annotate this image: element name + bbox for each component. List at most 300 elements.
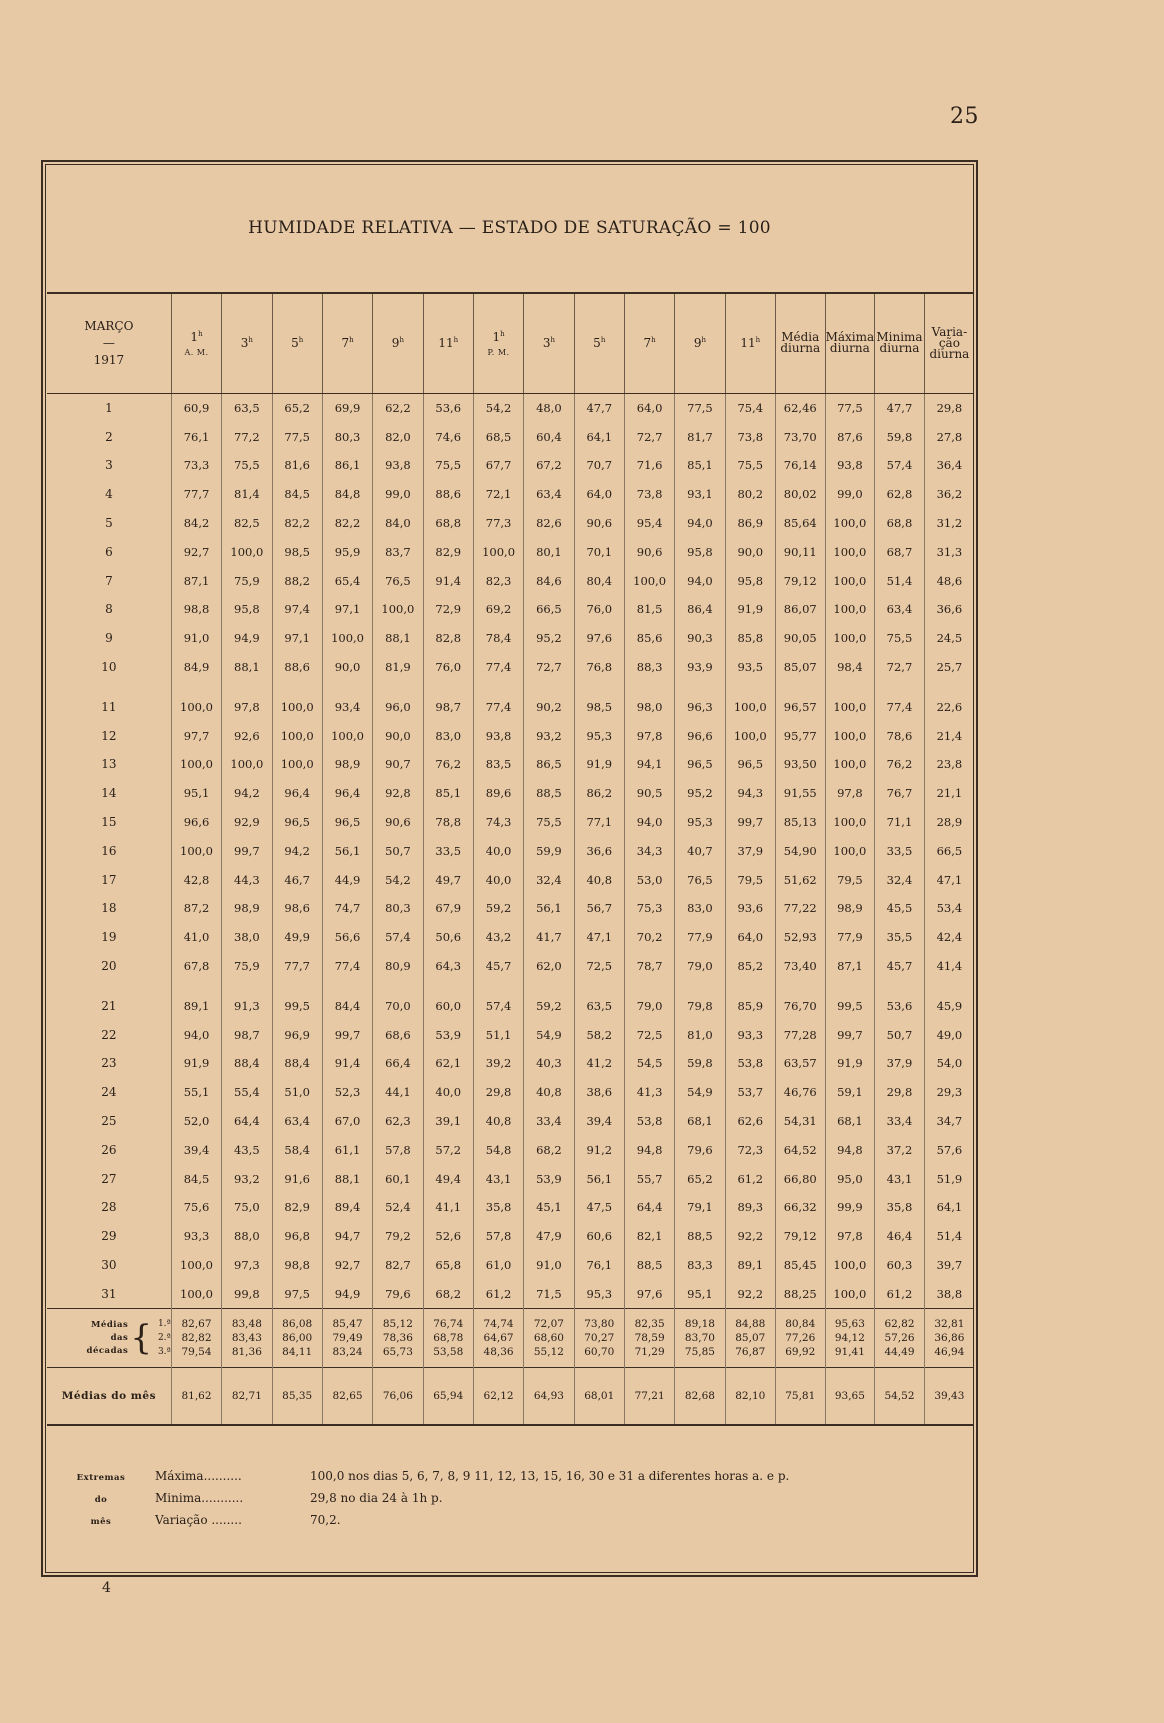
month-mean-cell: 85,35: [272, 1368, 322, 1426]
day-cell: 17: [101, 872, 117, 887]
hour-header: 1$^h$ A. M.: [171, 293, 221, 393]
value-cell: 91,9: [825, 1049, 875, 1078]
day-cell: 22: [101, 1027, 117, 1042]
value-cell: 77,4: [473, 653, 523, 682]
value-cell: 61,0: [473, 1251, 523, 1280]
value-cell: 31,2: [924, 509, 974, 538]
value-cell: 79,12: [775, 1222, 825, 1251]
value-cell: 56,1: [524, 894, 574, 923]
value-cell: 100,0: [825, 721, 875, 750]
value-cell: 90,05: [775, 624, 825, 653]
value-cell: 27,8: [924, 422, 974, 451]
value-cell: 80,3: [322, 422, 372, 451]
value-cell: 38,6: [574, 1078, 624, 1107]
value-cell: 40,7: [675, 836, 725, 865]
extreme-min-value: 29,8 no dia 24 à 1h p.: [310, 1491, 443, 1505]
month-means-row: [47, 1368, 974, 1426]
gap-cell: [47, 980, 171, 991]
value-cell: 72,9: [423, 595, 473, 624]
value-cell: 82,9: [423, 537, 473, 566]
value-cell: 86,4: [675, 595, 725, 624]
value-cell: 76,5: [675, 865, 725, 894]
value-cell: 95,3: [574, 1279, 624, 1308]
value-cell: 92,2: [725, 1279, 775, 1308]
value-cell: 100,0: [171, 1279, 221, 1308]
gap-cell: [524, 681, 574, 692]
value-cell: 63,5: [222, 393, 272, 422]
value-cell: 50,7: [373, 836, 423, 865]
value-cell: 88,2: [272, 566, 322, 595]
am-label: A. M.: [184, 347, 209, 357]
value-cell: 94,0: [624, 808, 674, 837]
value-cell: 82,0: [373, 422, 423, 451]
value-cell: 29,8: [473, 1078, 523, 1107]
value-cell: 96,4: [322, 779, 372, 808]
value-cell: 52,6: [423, 1222, 473, 1251]
value-cell: 79,0: [624, 991, 674, 1020]
value-cell: 56,1: [574, 1164, 624, 1193]
table-row: [47, 894, 974, 923]
value-cell: 38,0: [222, 923, 272, 952]
value-cell: 77,9: [825, 923, 875, 952]
value-cell: 88,5: [675, 1222, 725, 1251]
gap-cell: [825, 681, 875, 692]
table-row: [47, 1193, 974, 1222]
value-cell: 41,2: [574, 1049, 624, 1078]
table-row: [47, 779, 974, 808]
value-cell: 42,8: [171, 865, 221, 894]
gap-cell: [171, 980, 221, 991]
value-cell: 90,6: [624, 537, 674, 566]
value-cell: 53,0: [624, 865, 674, 894]
value-cell: 95,2: [524, 624, 574, 653]
value-cell: 90,6: [574, 509, 624, 538]
value-cell: 58,2: [574, 1020, 624, 1049]
day-cell: 28: [101, 1200, 117, 1215]
decade-gap-row: [47, 681, 974, 692]
value-cell: 78,8: [423, 808, 473, 837]
value-cell: 79,12: [775, 566, 825, 595]
value-cell: 68,2: [423, 1279, 473, 1308]
value-cell: 63,5: [574, 991, 624, 1020]
value-cell: 84,4: [322, 991, 372, 1020]
table-row: [47, 1049, 974, 1078]
month-mean-cell: 82,68: [675, 1368, 725, 1426]
table-body: [47, 393, 974, 1425]
value-cell: 65,4: [322, 566, 372, 595]
value-cell: 99,5: [825, 991, 875, 1020]
value-cell: 69,2: [473, 595, 523, 624]
value-cell: 96,6: [171, 808, 221, 837]
value-cell: 79,8: [675, 991, 725, 1020]
value-cell: 98,9: [825, 894, 875, 923]
extreme-max-value: 100,0 nos dias 5, 6, 7, 8, 9 11, 12, 13, 15, 16, 30 e 31 a diferentes horas a. e p.: [310, 1469, 790, 1483]
value-cell: 40,8: [473, 1107, 523, 1136]
value-cell: 84,0: [373, 509, 423, 538]
decade-mean-cell: 85,12 78,36 65,73: [373, 1309, 423, 1368]
value-cell: 81,7: [675, 422, 725, 451]
decade-mean-cell: 82,67 82,82 79,54: [171, 1309, 221, 1368]
header-row: [47, 293, 974, 393]
value-cell: 40,0: [423, 1078, 473, 1107]
value-cell: 76,7: [875, 779, 925, 808]
value-cell: 46,7: [272, 865, 322, 894]
value-cell: 68,6: [373, 1020, 423, 1049]
value-cell: 60,3: [875, 1251, 925, 1280]
table-row: [47, 1107, 974, 1136]
day-cell: 25: [101, 1114, 117, 1129]
decade-mean-cell: 72,07 68,60 55,12: [524, 1309, 574, 1368]
value-cell: 68,8: [423, 509, 473, 538]
value-cell: 100,0: [825, 595, 875, 624]
value-cell: 29,8: [875, 1078, 925, 1107]
gap-cell: [574, 681, 624, 692]
hour-header: 11$^h$: [423, 293, 473, 393]
value-cell: 49,9: [272, 923, 322, 952]
value-cell: 39,4: [171, 1135, 221, 1164]
value-cell: 63,4: [875, 595, 925, 624]
hour-header: 9$^h$: [675, 293, 725, 393]
table-row: [47, 865, 974, 894]
value-cell: 87,1: [825, 952, 875, 981]
value-cell: 47,5: [574, 1193, 624, 1222]
value-cell: 82,9: [272, 1193, 322, 1222]
value-cell: 60,9: [171, 393, 221, 422]
value-cell: 54,5: [624, 1049, 674, 1078]
decade-mean-cell: 73,80 70,27 60,70: [574, 1309, 624, 1368]
value-cell: 65,8: [423, 1251, 473, 1280]
day-cell: 19: [101, 930, 117, 945]
value-cell: 95,0: [825, 1164, 875, 1193]
value-cell: 98,0: [624, 692, 674, 721]
day-cell: 9: [105, 631, 113, 646]
value-cell: 46,76: [775, 1078, 825, 1107]
gap-cell: [373, 681, 423, 692]
value-cell: 60,4: [524, 422, 574, 451]
value-cell: 90,11: [775, 537, 825, 566]
value-cell: 49,7: [423, 865, 473, 894]
value-cell: 77,4: [322, 952, 372, 981]
value-cell: 52,93: [775, 923, 825, 952]
hour-header: 5$^h$: [272, 293, 322, 393]
value-cell: 88,3: [624, 653, 674, 682]
value-cell: 85,2: [725, 952, 775, 981]
day-cell: 12: [101, 728, 117, 743]
gap-cell: [675, 681, 725, 692]
value-cell: 50,6: [423, 923, 473, 952]
value-cell: 57,8: [373, 1135, 423, 1164]
gap-cell: [924, 681, 974, 692]
value-cell: 33,4: [524, 1107, 574, 1136]
day-cell: 16: [101, 843, 117, 858]
value-cell: 66,4: [373, 1049, 423, 1078]
value-cell: 64,1: [924, 1193, 974, 1222]
value-cell: 98,5: [272, 537, 322, 566]
value-cell: 79,1: [675, 1193, 725, 1222]
value-cell: 99,0: [825, 480, 875, 509]
value-cell: 77,28: [775, 1020, 825, 1049]
value-cell: 80,4: [574, 566, 624, 595]
value-cell: 39,2: [473, 1049, 523, 1078]
table-row: [47, 480, 974, 509]
value-cell: 97,5: [272, 1279, 322, 1308]
value-cell: 98,7: [222, 1020, 272, 1049]
value-cell: 91,4: [322, 1049, 372, 1078]
value-cell: 99,9: [825, 1193, 875, 1222]
hour-header: 7$^h$: [624, 293, 674, 393]
value-cell: 95,77: [775, 721, 825, 750]
value-cell: 34,3: [624, 836, 674, 865]
value-cell: 76,5: [373, 566, 423, 595]
value-cell: 57,4: [473, 991, 523, 1020]
value-cell: 35,5: [875, 923, 925, 952]
value-cell: 95,1: [171, 779, 221, 808]
day-cell: 24: [101, 1085, 117, 1100]
value-cell: 42,4: [924, 923, 974, 952]
value-cell: 96,3: [675, 692, 725, 721]
value-cell: 48,0: [524, 393, 574, 422]
value-cell: 41,1: [423, 1193, 473, 1222]
value-cell: 55,7: [624, 1164, 674, 1193]
value-cell: 51,1: [473, 1020, 523, 1049]
value-cell: 100,0: [171, 836, 221, 865]
month-mean-cell: 82,65: [322, 1368, 372, 1426]
value-cell: 76,2: [423, 750, 473, 779]
value-cell: 57,8: [473, 1222, 523, 1251]
value-cell: 92,7: [322, 1251, 372, 1280]
value-cell: 99,0: [373, 480, 423, 509]
gap-cell: [272, 980, 322, 991]
value-cell: 89,3: [725, 1193, 775, 1222]
value-cell: 75,5: [524, 808, 574, 837]
value-cell: 45,7: [473, 952, 523, 981]
decade-mean-cell: 82,35 78,59 71,29: [624, 1309, 674, 1368]
value-cell: 23,8: [924, 750, 974, 779]
day-cell: 15: [101, 815, 117, 830]
table-row: [47, 991, 974, 1020]
gap-cell: [322, 980, 372, 991]
value-cell: 96,5: [272, 808, 322, 837]
table-row: [47, 836, 974, 865]
day-cell: 3: [105, 458, 113, 473]
table-row: [47, 1222, 974, 1251]
value-cell: 88,6: [423, 480, 473, 509]
extreme-max-label: Máxima..........: [155, 1469, 242, 1483]
value-cell: 84,9: [171, 653, 221, 682]
value-cell: 82,8: [423, 624, 473, 653]
value-cell: 98,5: [574, 692, 624, 721]
value-cell: 100,0: [825, 509, 875, 538]
value-cell: 48,6: [924, 566, 974, 595]
value-cell: 82,2: [272, 509, 322, 538]
value-cell: 53,9: [524, 1164, 574, 1193]
value-cell: 75,9: [222, 952, 272, 981]
day-cell: 31: [101, 1286, 117, 1301]
table-row: [47, 750, 974, 779]
table-row: [47, 595, 974, 624]
value-cell: 93,8: [825, 451, 875, 480]
value-cell: 78,4: [473, 624, 523, 653]
value-cell: 75,5: [423, 451, 473, 480]
value-cell: 53,7: [725, 1078, 775, 1107]
day-cell: 26: [101, 1142, 117, 1157]
value-cell: 68,8: [875, 509, 925, 538]
value-cell: 76,14: [775, 451, 825, 480]
value-cell: 91,6: [272, 1164, 322, 1193]
value-cell: 45,7: [875, 952, 925, 981]
value-cell: 95,1: [675, 1279, 725, 1308]
value-cell: 72,5: [574, 952, 624, 981]
value-cell: 29,3: [924, 1078, 974, 1107]
value-cell: 85,1: [675, 451, 725, 480]
day-cell: 20: [101, 959, 117, 974]
value-cell: 95,9: [322, 537, 372, 566]
value-cell: 87,6: [825, 422, 875, 451]
value-cell: 86,9: [725, 509, 775, 538]
extreme-var-label: Variação ........: [155, 1513, 242, 1527]
value-cell: 91,4: [423, 566, 473, 595]
gap-cell: [675, 980, 725, 991]
footer-mark: 4: [102, 1580, 111, 1596]
value-cell: 79,5: [825, 865, 875, 894]
value-cell: 90,0: [322, 653, 372, 682]
value-cell: 94,8: [825, 1135, 875, 1164]
value-cell: 97,8: [222, 692, 272, 721]
pm-label: P. M.: [487, 347, 510, 357]
value-cell: 73,8: [725, 422, 775, 451]
gap-cell: [875, 681, 925, 692]
day-cell: 6: [105, 544, 113, 559]
value-cell: 59,2: [473, 894, 523, 923]
value-cell: 70,0: [373, 991, 423, 1020]
day-cell: 4: [105, 487, 113, 502]
value-cell: 96,5: [725, 750, 775, 779]
value-cell: 91,9: [725, 595, 775, 624]
table-row: [47, 422, 974, 451]
value-cell: 91,2: [574, 1135, 624, 1164]
value-cell: 62,46: [775, 393, 825, 422]
value-cell: 72,7: [524, 653, 574, 682]
value-cell: 43,5: [222, 1135, 272, 1164]
value-cell: 99,8: [222, 1279, 272, 1308]
table-row: [47, 509, 974, 538]
value-cell: 93,3: [725, 1020, 775, 1049]
value-cell: 100,0: [272, 692, 322, 721]
gap-cell: [473, 980, 523, 991]
value-cell: 99,5: [272, 991, 322, 1020]
value-cell: 88,4: [222, 1049, 272, 1078]
value-cell: 100,0: [222, 750, 272, 779]
value-cell: 53,6: [875, 991, 925, 1020]
value-cell: 46,4: [875, 1222, 925, 1251]
value-cell: 52,0: [171, 1107, 221, 1136]
value-cell: 90,5: [624, 779, 674, 808]
value-cell: 78,6: [875, 721, 925, 750]
value-cell: 89,1: [725, 1251, 775, 1280]
value-cell: 40,8: [524, 1078, 574, 1107]
value-cell: 100,0: [272, 750, 322, 779]
value-cell: 100,0: [322, 721, 372, 750]
value-cell: 52,4: [373, 1193, 423, 1222]
value-cell: 44,9: [322, 865, 372, 894]
value-cell: 62,2: [373, 393, 423, 422]
value-cell: 49,0: [924, 1020, 974, 1049]
value-cell: 100,0: [825, 692, 875, 721]
value-cell: 76,70: [775, 991, 825, 1020]
value-cell: 90,3: [675, 624, 725, 653]
month-dash: —: [102, 335, 115, 350]
table-row: [47, 451, 974, 480]
value-cell: 68,2: [524, 1135, 574, 1164]
value-cell: 85,13: [775, 808, 825, 837]
decade-mean-cell: 95,63 94,12 91,41: [825, 1309, 875, 1368]
day-cell: 8: [105, 602, 113, 617]
value-cell: 100,0: [825, 1251, 875, 1280]
value-cell: 64,52: [775, 1135, 825, 1164]
variacao-diurna-header: Varia- ção diurna: [924, 293, 974, 393]
gap-cell: [875, 980, 925, 991]
value-cell: 75,5: [875, 624, 925, 653]
value-cell: 47,9: [524, 1222, 574, 1251]
value-cell: 91,55: [775, 779, 825, 808]
gap-cell: [423, 980, 473, 991]
month-mean-cell: 68,01: [574, 1368, 624, 1426]
value-cell: 38,8: [924, 1279, 974, 1308]
value-cell: 95,8: [675, 537, 725, 566]
gap-cell: [222, 980, 272, 991]
value-cell: 93,4: [322, 692, 372, 721]
value-cell: 98,9: [322, 750, 372, 779]
value-cell: 75,5: [222, 451, 272, 480]
value-cell: 66,5: [524, 595, 574, 624]
value-cell: 85,45: [775, 1251, 825, 1280]
value-cell: 53,8: [624, 1107, 674, 1136]
value-cell: 100,0: [725, 692, 775, 721]
value-cell: 31,3: [924, 537, 974, 566]
value-cell: 94,8: [624, 1135, 674, 1164]
value-cell: 82,3: [473, 566, 523, 595]
value-cell: 100,0: [171, 692, 221, 721]
value-cell: 96,6: [675, 721, 725, 750]
value-cell: 84,8: [322, 480, 372, 509]
value-cell: 75,6: [171, 1193, 221, 1222]
value-cell: 51,0: [272, 1078, 322, 1107]
value-cell: 94,9: [322, 1279, 372, 1308]
value-cell: 84,5: [171, 1164, 221, 1193]
value-cell: 82,7: [373, 1251, 423, 1280]
value-cell: 75,0: [222, 1193, 272, 1222]
value-cell: 94,9: [222, 624, 272, 653]
value-cell: 94,7: [322, 1222, 372, 1251]
minima-diurna-header: Minima diurna: [875, 293, 925, 393]
value-cell: 37,9: [725, 836, 775, 865]
decade-mean-cell: 76,74 68,78 53,58: [423, 1309, 473, 1368]
value-cell: 92,2: [725, 1222, 775, 1251]
value-cell: 70,7: [574, 451, 624, 480]
month-mean-cell: 54,52: [875, 1368, 925, 1426]
value-cell: 93,5: [725, 653, 775, 682]
value-cell: 88,5: [524, 779, 574, 808]
value-cell: 72,3: [725, 1135, 775, 1164]
value-cell: 53,4: [924, 894, 974, 923]
value-cell: 83,0: [675, 894, 725, 923]
decade-mean-cell: 83,48 83,43 81,36: [222, 1309, 272, 1368]
value-cell: 37,9: [875, 1049, 925, 1078]
value-cell: 68,1: [825, 1107, 875, 1136]
value-cell: 89,4: [322, 1193, 372, 1222]
value-cell: 67,7: [473, 451, 523, 480]
value-cell: 80,3: [373, 894, 423, 923]
